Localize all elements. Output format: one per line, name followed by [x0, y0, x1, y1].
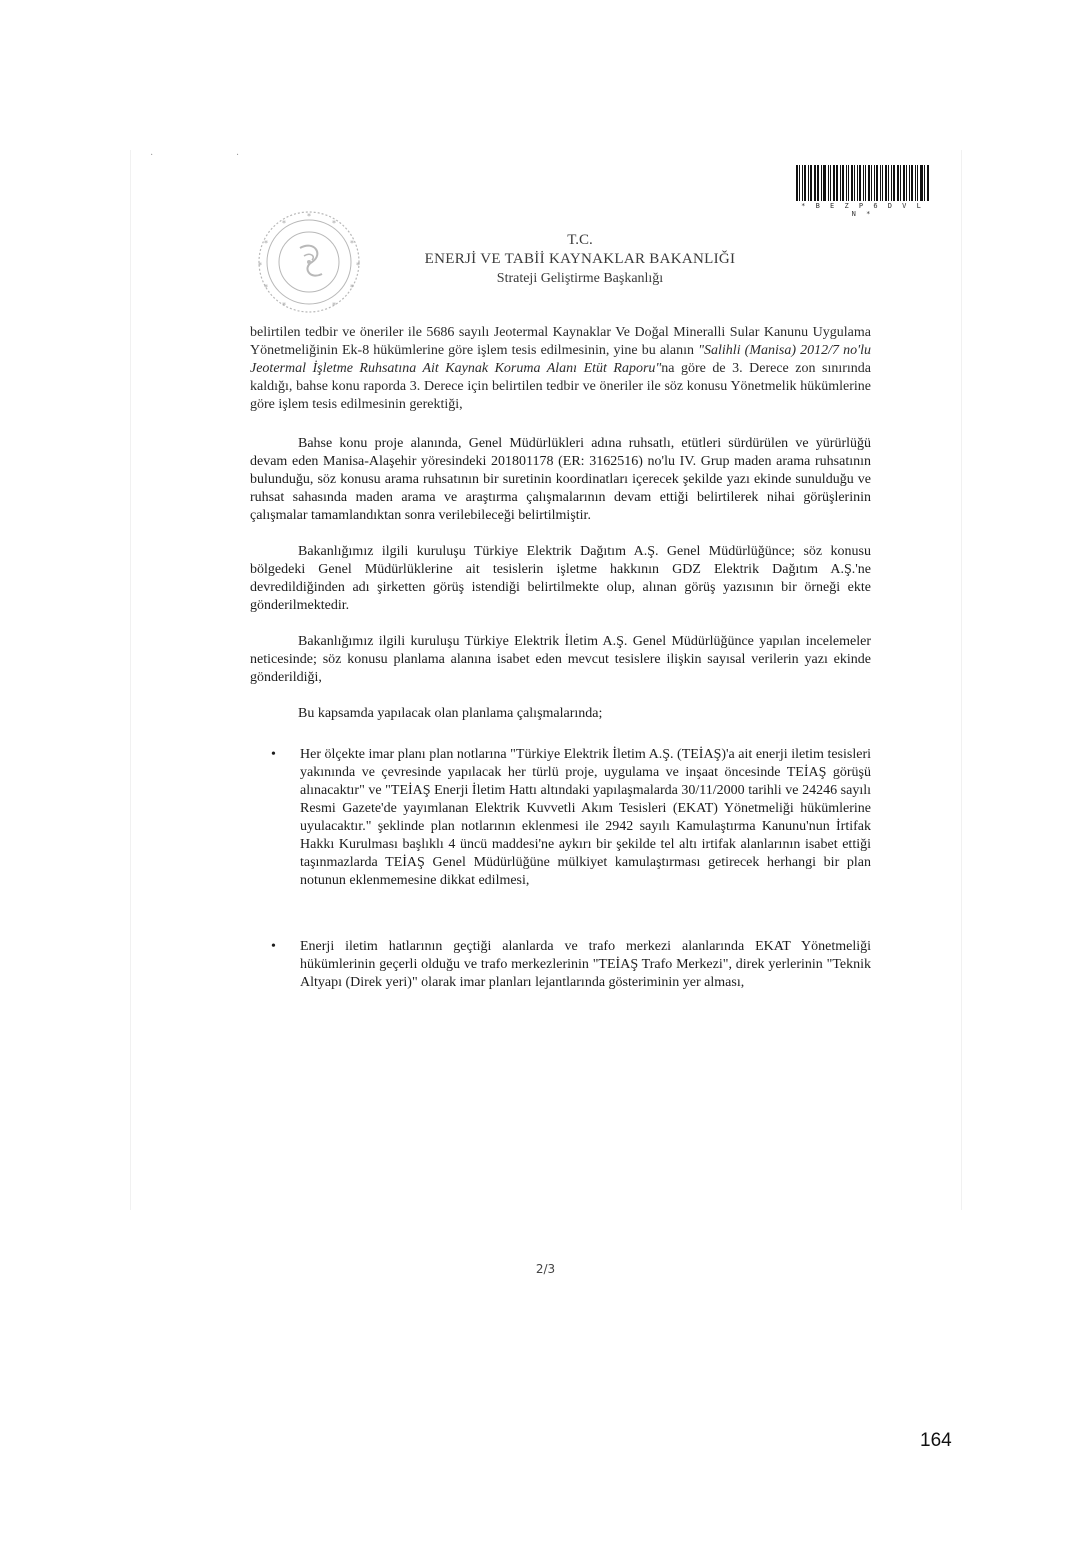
svg-text:*: * — [258, 261, 262, 270]
barcode-bar — [857, 165, 858, 201]
paragraph-5: Bu kapsamda yapılacak olan planlama çalışmalarında; — [298, 706, 603, 721]
barcode-bar — [828, 165, 829, 201]
svg-text:*: * — [350, 239, 354, 248]
paragraph-1-text-a: belirtilen tedbir ve öneriler ile 5686 sayılı Jeotermal Kaynaklar Ve Doğal Mineralli Sular Kanunu Uygulama Yönetmeliğinin Ek-8 hükümlerine göre işlem tesis edilmesinin, yine bu alanın — [250, 325, 871, 358]
barcode-bar — [868, 165, 870, 201]
barcode-bar — [833, 165, 835, 201]
barcode — [795, 165, 930, 218]
bullet-item-2 — [250, 938, 871, 992]
barcode-bar — [924, 165, 925, 201]
barcode-bar — [823, 165, 826, 201]
barcode-bar — [810, 165, 812, 201]
barcode-bar — [927, 165, 929, 201]
barcode-bar — [871, 165, 872, 201]
barcode-bar — [917, 165, 918, 201]
bullet-icon: • — [271, 939, 276, 954]
barcode-bar — [836, 165, 838, 201]
barcode-bar — [876, 165, 878, 201]
barcode-bar — [808, 165, 809, 201]
barcode-bar — [897, 165, 899, 201]
svg-text:*: * — [332, 301, 336, 310]
barcode-bar — [911, 165, 913, 201]
barcode-bar — [848, 165, 849, 201]
bullet-item-1 — [250, 746, 871, 890]
paragraph-1 — [250, 324, 871, 414]
bullet-item-1-text: Her ölçekte imar planı plan notlarına "Türkiye Elektrik İletim A.Ş. (TEİAŞ)'a ait enerji iletim tesisleri yakınında ve çevresinde yapılacak her türlü proje, uygulama ve inşaat öncesinde TEİAŞ görüşü alınacaktır" ve "TEİAŞ Enerji İletim Hattı altındaki yapılaşmalarda 30/11/2000 tarihli ve 24246 sayılı Resmi Gazete'de yayımlanan Elektrik Kuvvetli Akım Tesisleri (EKAT) Yönetmeliği hükümlerine uyulacaktır." şeklinde plan notlarının eklenmesi ile 2942 sayılı Kamulaştırma Kanunu'nun İrtifak Hakkı Kurulması başlıklı 4 üncü maddesi'ne aykırı bir şekilde tel altı irtifak alanlarının isabet ettiği taşınmazlarda TEİAŞ Genel Müdürlüğüne mülkiyet kamulaştırması getirecek herhangi bir plan notunun eklenmemesine dikkat edilmesi, — [300, 747, 871, 888]
barcode-bar — [830, 165, 831, 201]
bullet-icon: • — [271, 747, 276, 762]
barcode-code: * B E Z P 6 D V L N * — [801, 202, 924, 218]
page-number: 2/3 — [535, 1262, 556, 1276]
report-title: "Salihli (Manisa) 2012/7 no'lu Jeotermal İşletme Ruhsatına Ait Kaynak Koruma Alanı Etüt Raporu" — [250, 343, 871, 376]
barcode-bar — [842, 165, 844, 201]
barcode-bar — [915, 165, 916, 201]
barcode-bar — [885, 165, 887, 201]
svg-text:*: * — [282, 301, 286, 310]
barcode-bar — [880, 165, 881, 201]
svg-text:*: * — [307, 212, 311, 221]
bullet-list — [250, 746, 871, 992]
letterhead — [395, 232, 765, 288]
svg-text:*: * — [264, 283, 268, 292]
barcode-bar — [900, 165, 901, 201]
barcode-bar — [817, 165, 819, 201]
barcode-bar — [859, 165, 861, 201]
barcode-bar — [804, 165, 806, 201]
barcode-bar — [906, 165, 907, 201]
paragraph-2: Bahse konu proje alanında, Genel Müdürlükleri adına ruhsatlı, etütleri sürdürülen ve yürürlüğü devam eden Manisa-Alaşehir yöresindeki 201801178 (ER: 3162516) no'lu IV. Grup maden arama ruhsatının bulunduğu, söz konusu arama ruhsatının bir suretinin koordinatları içerecek şekilde yazı ekinde sunulduğu ve ruhsat sahasında maden arama ve araştırma çalışmalarının devam ettiği belirtilerek nihai görüşlerinin çalışmalar tamamlandıktan sonra verilebileceği belirtilmiştir. — [250, 436, 871, 523]
ministry-seal-icon — [252, 210, 367, 315]
barcode-bar — [799, 165, 800, 201]
svg-text:*: * — [264, 239, 268, 248]
barcode-icon — [795, 165, 930, 201]
barcode-bar — [796, 165, 798, 201]
barcode-bar — [893, 165, 895, 201]
svg-text:*: * — [356, 261, 360, 270]
paragraph-3: Bakanlığımız ilgili kuruluşu Türkiye Elektrik Dağıtım A.Ş. Genel Müdürlüğünce; söz konusu bölgedeki Genel Müdürlüklerine ait tesislerin işletme hakkının GDZ Elektrik Dağıtım A.Ş.'ne devredildiğinden adı şirketten görüş istendiği belirtilmekte olup, alınan görüş yazısının bir örneği ekte gönderilmektedir. — [250, 544, 871, 613]
barcode-bar — [840, 165, 841, 201]
barcode-bar — [863, 165, 864, 201]
barcode-bar — [865, 165, 866, 201]
header-country: T.C. — [567, 232, 593, 248]
header-department: Strateji Geliştirme Başkanlığı — [496, 271, 664, 286]
barcode-bar — [846, 165, 847, 201]
svg-text:*: * — [350, 283, 354, 292]
svg-text:*: * — [282, 219, 286, 228]
barcode-bar — [891, 165, 892, 201]
letter-body — [250, 324, 871, 992]
svg-text:*: * — [332, 219, 336, 228]
barcode-bar — [882, 165, 883, 201]
barcode-bar — [920, 165, 923, 201]
document-number: 164 — [920, 1430, 952, 1451]
header-ministry: ENERJİ VE TABİİ KAYNAKLAR BAKANLIĞI — [424, 251, 736, 267]
barcode-bar — [851, 165, 853, 201]
paragraph-4: Bakanlığımız ilgili kuruluşu Türkiye Elektrik İletim A.Ş. Genel Müdürlüğünce yapılan incelemeler neticesinde; söz konusu planlama alanına isabet eden mevcut tesislere ilişkin sayısal verilerin yazı ekinde gönderildiği, — [250, 634, 871, 685]
barcode-bar — [874, 165, 875, 201]
barcode-bar — [888, 165, 889, 201]
scan-specks: · · — [150, 150, 280, 161]
bullet-item-2-text: Enerji iletim hatlarının geçtiği alanlarda ve trafo merkezi alanlarında EKAT Yönetmeliği hükümlerinin geçerli olduğu ve trafo merkezlerinin "TEİAŞ Trafo Merkezi", direk yerlerinin "Teknik Altyapı (Direk yeri)" olarak imar planları lejantlarında gösteriminin yer alması, — [300, 939, 871, 990]
barcode-bar — [909, 165, 910, 201]
barcode-bar — [814, 165, 816, 201]
barcode-bar — [903, 165, 905, 201]
paragraph-1-text-b: na göre de 3. Derece zon sınırında kaldığı, bahse konu raporda 3. Derece için belirtilen tedbir ve öneriler ile söz konusu Yönetmelik hükümlerine göre işlem tesis edilmesinin gerektiği, — [250, 361, 871, 412]
barcode-bar — [854, 165, 855, 201]
barcode-bar — [802, 165, 803, 201]
barcode-bar — [821, 165, 822, 201]
